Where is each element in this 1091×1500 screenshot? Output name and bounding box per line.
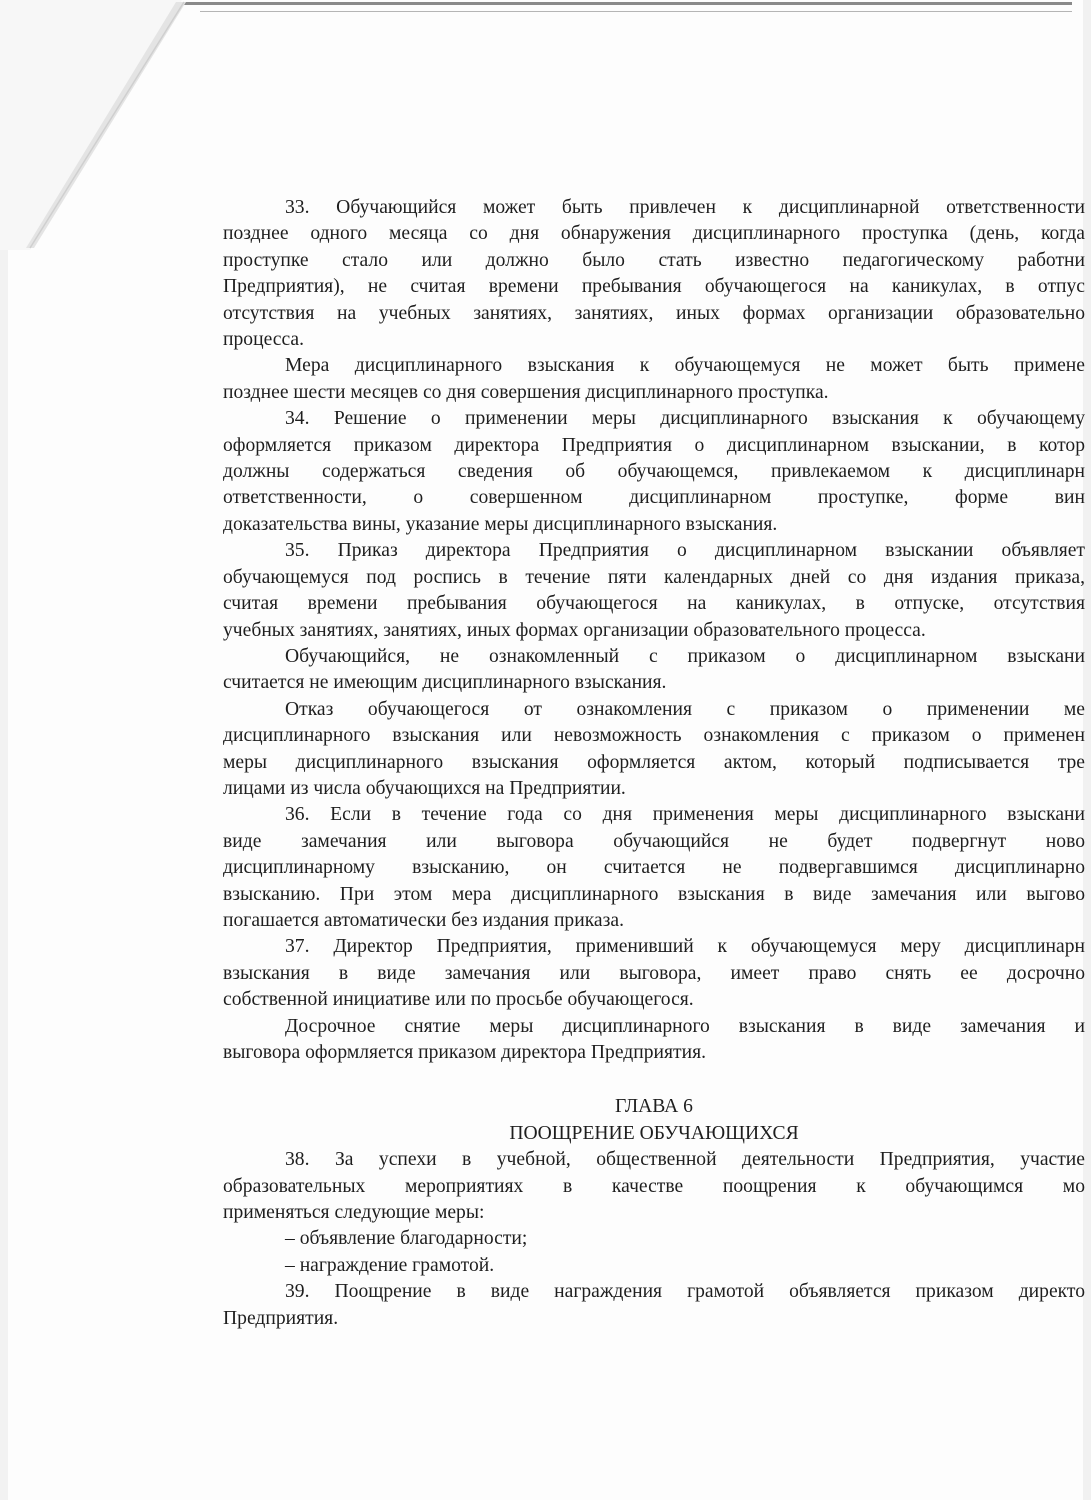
text-line: 36. Если в течение года со дня применения меры дисциплинарного взыскани: [285, 804, 1085, 826]
document-body: [223, 195, 1091, 1332]
paragraph-p36: [223, 802, 1091, 934]
text-line: – награждение грамотой.: [285, 1254, 495, 1276]
text-line: 38. За успехи в учебной, общественной деятельности Предприятия, участие: [285, 1149, 1085, 1171]
paper-top-edge-shadow: [200, 11, 1072, 12]
folded-corner: [0, 0, 200, 250]
paragraph-p38: [223, 1147, 1091, 1226]
text-line: 35. Приказ директора Предприятия о дисциплинарном взыскании объявляет: [285, 540, 1085, 562]
text-line: дисциплинарному взысканию, он считается не подвергавшимся дисциплинарно: [223, 857, 1085, 879]
text-line: Досрочное снятие меры дисциплинарного взыскания в виде замечания и: [285, 1015, 1085, 1037]
text-line: взысканию. При этом мера дисциплинарного взыскания в виде замечания или выгово: [223, 883, 1085, 905]
text-line: меры дисциплинарного взыскания оформляется актом, который подписывается тре: [223, 751, 1085, 773]
paragraph-p34: [223, 406, 1091, 538]
chapter-number: ГЛАВА 6: [615, 1096, 693, 1118]
paragraph-p39: [223, 1279, 1091, 1332]
text-line: погашается автоматически без издания приказа.: [223, 909, 624, 931]
text-line: учебных занятиях, занятиях, иных формах организации образовательного процесса.: [223, 619, 926, 641]
text-line: Предприятия), не считая времени пребывания обучающегося на каникулах, в отпус: [223, 276, 1085, 298]
text-line: Предприятия.: [223, 1307, 339, 1329]
text-line: 33. Обучающийся может быть привлечен к дисциплинарной ответственности: [285, 197, 1085, 218]
text-line: Мера дисциплинарного взыскания к обучающемуся не может быть примене: [285, 355, 1085, 377]
paragraph-li2: [223, 1253, 1091, 1279]
text-line: позднее одного месяца со дня обнаружения дисциплинарного проступка (день, когда: [223, 223, 1085, 245]
paragraph-p35c: [223, 697, 1091, 803]
text-line: проступке стало или должно было стать известно педагогическому работни: [223, 249, 1085, 271]
paragraph-p37b: [223, 1014, 1091, 1067]
paragraph-li1: [223, 1226, 1091, 1252]
text-line: Отказ обучающегося от ознакомления с приказом о применении ме: [285, 698, 1085, 720]
text-line: процесса.: [223, 329, 304, 351]
paragraph-p33b: [223, 353, 1091, 406]
text-line: оформляется приказом директора Предприятия о дисциплинарном взыскании, в котор: [223, 434, 1085, 456]
text-line: лицами из числа обучающихся на Предприятии.: [223, 777, 626, 799]
text-line: образовательных мероприятиях в качестве поощрения к обучающимся мо: [223, 1175, 1085, 1197]
text-line: – объявление благодарности;: [285, 1228, 528, 1250]
text-line: дисциплинарного взыскания или невозможность ознакомления с приказом о применен: [223, 725, 1085, 747]
text-line: доказательства вины, указание меры дисциплинарного взыскания.: [223, 513, 778, 535]
text-line: позднее шести месяцев со дня совершения дисциплинарного проступка.: [223, 381, 829, 403]
text-line: 39. Поощрение в виде награждения грамотой объявляется приказом директо: [285, 1281, 1085, 1303]
paragraph-p37: [223, 934, 1091, 1013]
text-line: 37. Директор Предприятия, применивший к обучающемуся меру дисциплинарн: [285, 936, 1085, 958]
text-line: виде замечания или выговора обучающийся не будет подвергнут ново: [223, 830, 1085, 852]
paragraph-p35: [223, 538, 1091, 644]
text-line: Обучающийся, не ознакомленный с приказом о дисциплинарном взыскани: [285, 645, 1085, 667]
text-line: выговора оформляется приказом директора Предприятия.: [223, 1042, 706, 1063]
text-line: обучающемуся под роспись в течение пяти календарных дней со дня издания приказа,: [223, 566, 1085, 588]
text-line: применяться следующие меры:: [223, 1202, 485, 1224]
paper-top-edge: [182, 2, 1072, 5]
text-line: считается не имеющим дисциплинарного взыскания.: [223, 672, 667, 694]
paragraph-p33: [223, 195, 1091, 353]
text-line: отсутствия на учебных занятиях, занятиях, иных формах организации образовательно: [223, 302, 1085, 324]
text-line: должны содержаться сведения об обучающемся, привлекаемом к дисциплинарн: [223, 461, 1085, 483]
chapter-title: ПООЩРЕНИЕ ОБУЧАЮЩИХСЯ: [509, 1122, 799, 1144]
text-line: ответственности, о совершенном дисциплинарном проступке, форме вин: [223, 487, 1085, 509]
text-line: взыскания в виде замечания или выговора, имеет право снять ее досрочно: [223, 962, 1085, 984]
text-line: считая времени пребывания обучающегося на каникулах, в отпуске, отсутствия: [223, 593, 1085, 615]
text-line: собственной инициативе или по просьбе обучающегося.: [223, 989, 694, 1011]
text-line: 34. Решение о применении меры дисциплинарного взыскания к обучающему: [285, 408, 1085, 430]
paragraph-p35b: [223, 644, 1091, 697]
